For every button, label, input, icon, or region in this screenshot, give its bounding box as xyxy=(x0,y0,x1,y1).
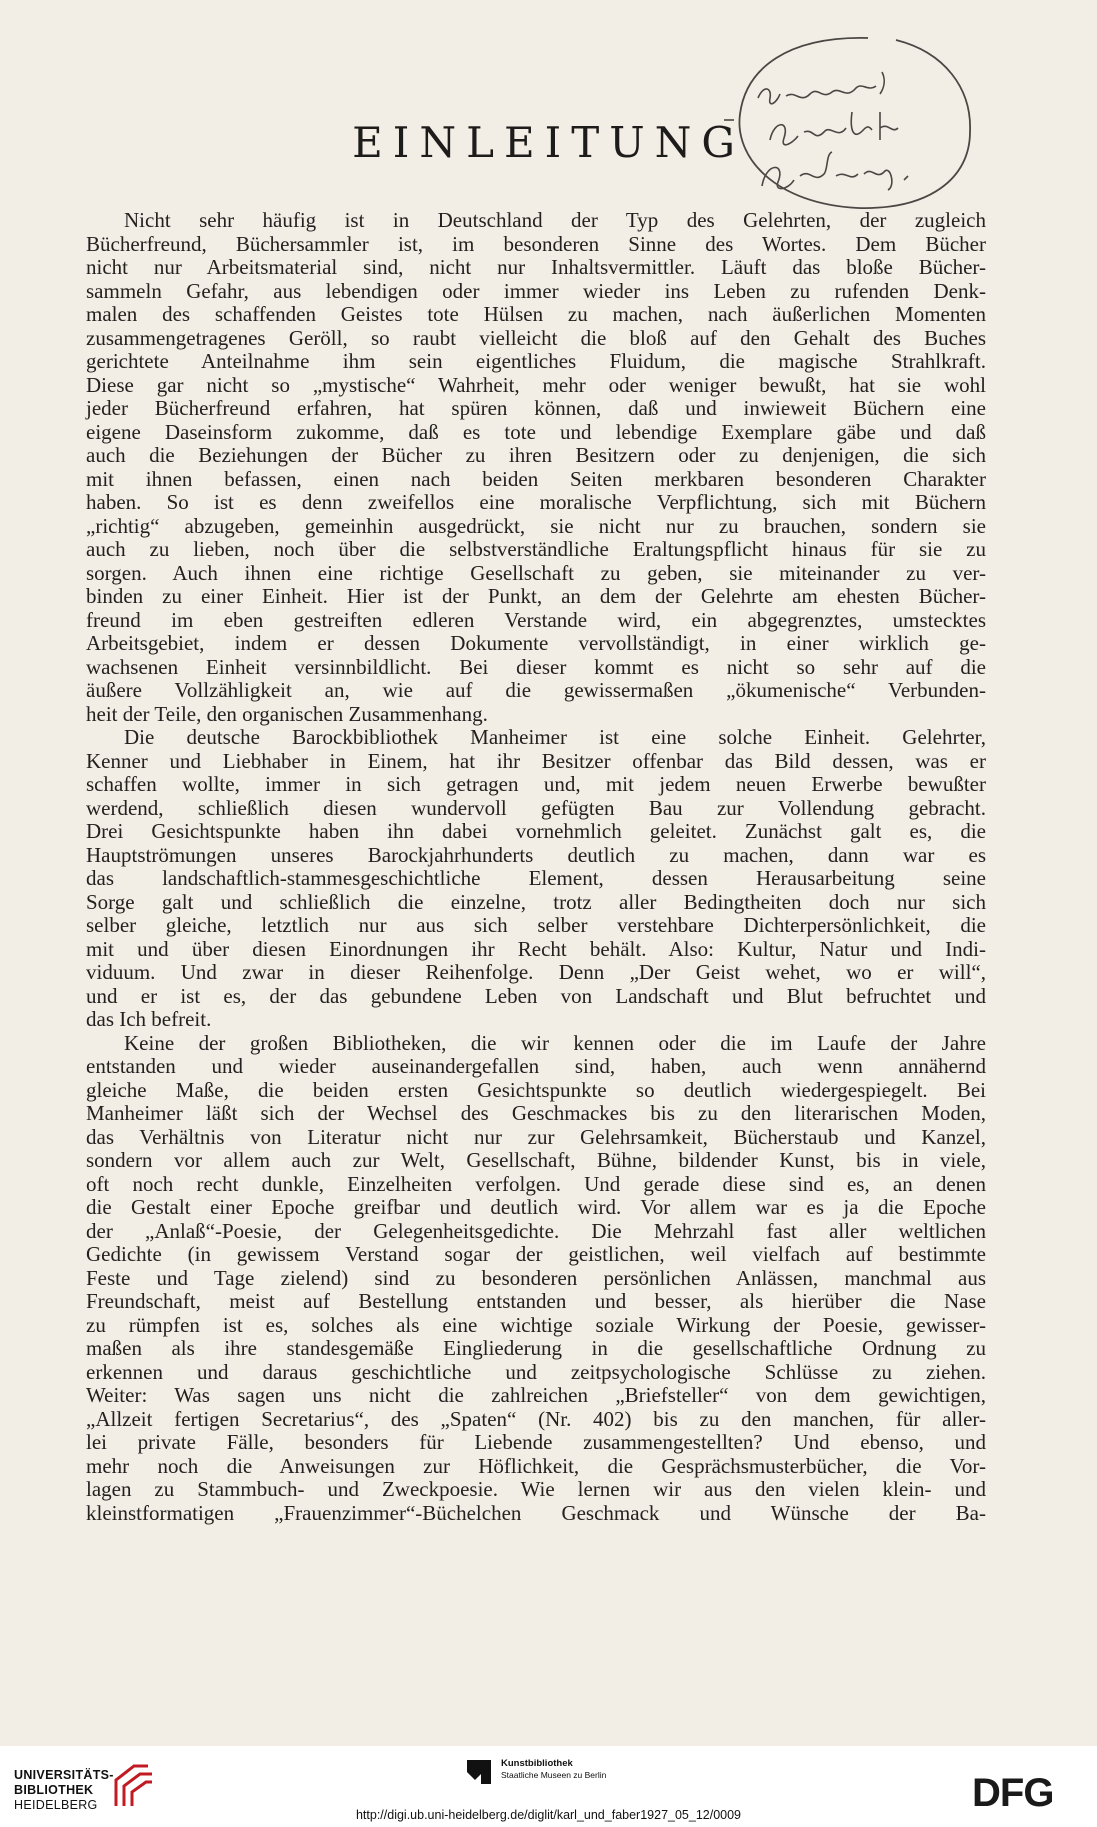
text-line: werdend, schließlich diesen wundervoll gefügten Bau zur Vollendung gebracht. xyxy=(86,795,986,820)
dfg-logo[interactable] xyxy=(972,1772,1082,1812)
text-line: Freundschaft, meist auf Bestellung entstanden und besser, als hierüber die Nase xyxy=(86,1289,986,1313)
text-line: Hauptströmungen unseres Barockjahrhunderts deutlich zu machen, dann war es xyxy=(86,842,986,867)
text-line: lagen zu Stammbuch- und Zweckpoesie. Wie lernen wir aus den vielen klein- und xyxy=(86,1477,986,1501)
text-line: nicht nur Arbeitsmaterial sind, nicht nur Inhaltsvermittler. Läuft das bloße Bücher- xyxy=(86,255,986,279)
text-line: Arbeitsgebiet, indem er dessen Dokumente vervollständigt, in einer wirklich ge- xyxy=(86,631,986,655)
text-line: „Allzeit fertigen Secretarius“, des „Spaten“ (Nr. 402) bis zu den manchen, für aller- xyxy=(86,1406,986,1431)
text-line: selber gleiche, letztlich nur aus sich selber verstehbare Dichterpersönlichkeit, die xyxy=(86,913,986,937)
text-line: das Ich befreit. xyxy=(86,1007,212,1031)
text-line: sondern vor allem auch zur Welt, Gesellschaft, Bühne, bildender Kunst, bis in viele, xyxy=(86,1148,986,1172)
kunstbibliothek-logo[interactable] xyxy=(467,1756,667,1790)
text-line: freund im eben gestreiften edleren Verstande wird, ein abgegrenztes, umstecktes xyxy=(86,607,986,632)
text-line: jeder Bücherfreund erfahren, hat spüren können, daß und inwieweit Büchern eine xyxy=(86,396,986,420)
text-line: Feste und Tage zielend) sind zu besonderen persönlichen Anlässen, manchmal aus xyxy=(86,1265,986,1290)
text-line: zu rümpfen ist es, solches als eine wichtige soziale Wirkung der Poesie, gewisser- xyxy=(86,1312,986,1337)
text-line: heit der Teile, den organischen Zusammenhang. xyxy=(86,701,488,726)
text-line: maßen als ihre standesgemäße Eingliederung in die gesellschaftliche Ordnung zu xyxy=(86,1336,986,1360)
text-line: oft noch recht dunkle, Einzelheiten verfolgen. Und gerade diese sind es, an denen xyxy=(86,1171,986,1196)
text-line: kleinstformatigen „Frauenzimmer“-Büchelchen Geschmack und Wünsche der Ba- xyxy=(86,1500,986,1525)
text-line: sorgen. Auch ihnen eine richtige Gesellschaft zu geben, sie miteinander zu ver- xyxy=(86,560,986,585)
text-line: Bücherfreund, Büchersammler ist, im besonderen Sinne des Wortes. Dem Bücher xyxy=(86,231,986,256)
text-line: Manheimer läßt sich der Wechsel des Geschmackes bis zu den literarischen Moden, xyxy=(86,1101,986,1125)
text-line: malen des schaffenden Geistes tote Hülsen zu machen, nach äußerlichen Momenten xyxy=(86,302,986,326)
text-line: gerichtete Anteilnahme ihm sein eigentliches Fluidum, die magische Strahlkraft. xyxy=(86,349,986,373)
text-line: mit ihnen befassen, einen nach beiden Seiten merkbaren besonderen Charakter xyxy=(86,466,986,491)
text-line: sammeln Gefahr, aus lebendigen oder immer wieder ins Leben zu rufenden Denk- xyxy=(86,278,986,303)
text-line: mehr noch die Anweisungen zur Höflichkeit, die Gesprächsmusterbücher, die Vor- xyxy=(86,1453,986,1478)
text-line: Kenner und Liebhaber in Einem, hat ihr Besitzer offenbar das Bild dessen, was er xyxy=(86,748,986,773)
ub-logo-line3: HEIDELBERG xyxy=(14,1798,98,1812)
ub-logo-line1: UNIVERSITÄTS- xyxy=(14,1768,114,1782)
introduction-text xyxy=(86,209,986,1525)
text-line: auch die Beziehungen der Bücher zu ihren Besitzern oder zu denjenigen, die sich xyxy=(86,443,986,467)
text-line: auch zu lieben, noch über die selbstverständliche Eraltungspflicht hinaus für sie zu xyxy=(86,537,986,561)
text-line: eigene Daseinsform zukomme, daß es tote und lebendige Exemplare gäbe und daß xyxy=(86,419,986,444)
text-line: wachsenen Einheit versinnbildlicht. Bei dieser kommt es nicht so sehr auf die xyxy=(86,654,986,679)
ub-mark-icon xyxy=(108,1762,154,1810)
text-line: Sorge galt und schließlich die einzelne, trotz aller Bedingtheiten doch nur sich xyxy=(86,889,986,914)
ub-logo-line2: BIBLIOTHEK xyxy=(14,1783,94,1797)
text-line: gleiche Maße, die beiden ersten Gesichtspunkte so deutlich wiedergespiegelt. Bei xyxy=(86,1077,986,1102)
text-line: und er ist es, der das gebundene Leben von Landschaft und Blut befruchtet und xyxy=(86,983,986,1008)
text-line: zusammengetragenes Geröll, so raubt vielleicht die bloß auf den Gehalt des Buches xyxy=(86,325,986,350)
text-line: entstanden und wieder auseinandergefallen sind, haben, auch wenn annähernd xyxy=(86,1054,986,1078)
text-line: äußere Vollzähligkeit an, wie auf die gewissermaßen „ökumenische“ Verbunden- xyxy=(86,678,986,702)
page-title: EINLEITUNG xyxy=(352,118,745,167)
kb-name: Kunstbibliothek xyxy=(501,1758,573,1769)
text-line: Nicht sehr häufig ist in Deutschland der Typ des Gelehrten, der zugleich xyxy=(124,208,986,232)
text-line: der „Anlaß“-Poesie, der Gelegenheitsgedichte. Die Mehrzahl fast aller weltlichen xyxy=(86,1218,986,1243)
text-line: das Verhältnis von Literatur nicht nur zur Gelehrsamkeit, Bücherstaub und Kanzel, xyxy=(86,1124,986,1149)
library-stamp xyxy=(718,28,980,216)
text-line: „richtig“ abzugeben, gemeinhin ausgedrückt, sie nicht nur zu brauchen, sondern sie xyxy=(86,513,986,538)
text-line: die Gestalt einer Epoche greifbar und deutlich wird. Vor allem war es ja die Epoche xyxy=(86,1195,986,1219)
kb-subtitle: Staatliche Museen zu Berlin xyxy=(501,1770,607,1780)
ub-heidelberg-logo[interactable] xyxy=(14,1768,114,1813)
text-line: Diese gar nicht so „mystische“ Wahrheit, mehr oder weniger bewußt, hat sie wohl xyxy=(86,372,986,397)
text-line: schaffen wollte, immer in sich getragen und, mit jedem neuen Erwerbe bewußter xyxy=(86,772,986,796)
text-line: lei private Fälle, besonders für Liebende zusammengestellten? Und ebenso, und xyxy=(86,1430,986,1454)
text-line: mit und über diesen Einordnungen ihr Recht behält. Also: Kultur, Natur und Indi- xyxy=(86,936,986,961)
text-line: Keine der großen Bibliotheken, die wir kennen oder die im Laufe der Jahre xyxy=(124,1030,986,1055)
text-line: Drei Gesichtspunkte haben ihn dabei vornehmlich geleitet. Zunächst galt es, die xyxy=(86,819,986,843)
text-line: Weiter: Was sagen uns nicht die zahlreichen „Briefsteller“ von dem gewichtigen, xyxy=(86,1383,986,1407)
text-line: Gedichte (in gewissem Verstand sogar der geistlichen, weil vielfach auf bestimmte xyxy=(86,1242,986,1266)
text-line: binden zu einer Einheit. Hier ist der Punkt, an dem der Gelehrte am ehesten Bücher- xyxy=(86,584,986,608)
text-line: das landschaftlich-stammesgeschichtliche Element, dessen Herausarbeitung seine xyxy=(86,866,986,890)
source-url[interactable]: http://digi.ub.uni-heidelberg.de/diglit/karl_und_faber1927_05_12/0009 xyxy=(355,1808,742,1822)
text-line: viduum. Und zwar in dieser Reihenfolge. Denn „Der Geist wehet, wo er will“, xyxy=(86,960,986,984)
dfg-text: DFG xyxy=(972,1772,1054,1812)
text-line: haben. So ist es denn zweifellos eine moralische Verpflichtung, sich mit Büchern xyxy=(86,490,986,514)
kunstbibliothek-mark-icon xyxy=(467,1758,493,1786)
text-line: erkennen und daraus geschichtliche und zeitpsychologische Schlüsse zu ziehen. xyxy=(86,1359,986,1384)
text-line: Die deutsche Barockbibliothek Manheimer ist eine solche Einheit. Gelehrter, xyxy=(124,725,986,749)
